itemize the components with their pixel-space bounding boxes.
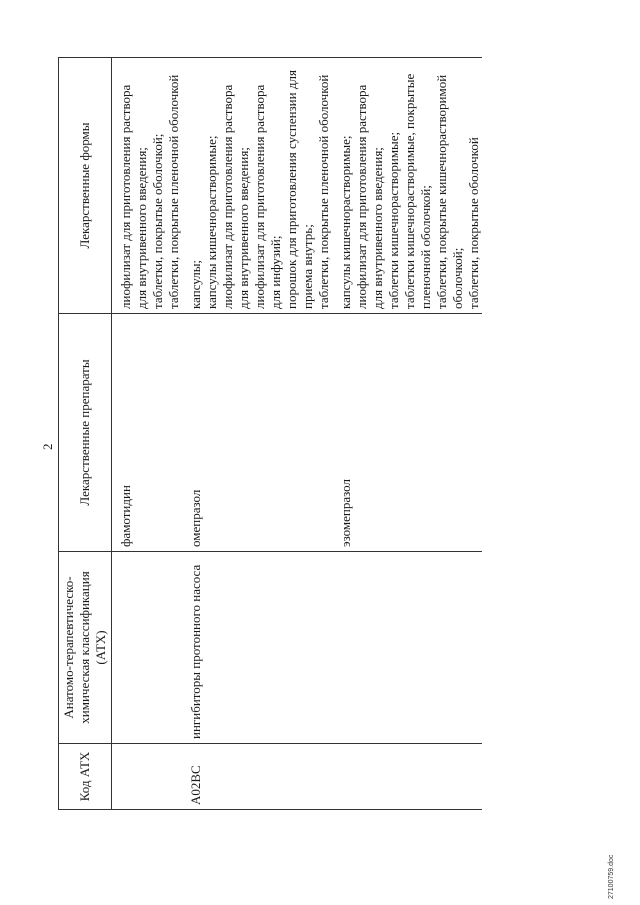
forms-line: лиофилизат для приготовления раствора bbox=[354, 84, 369, 309]
page-number: 2 bbox=[40, 443, 55, 450]
atx-table bbox=[58, 57, 482, 810]
forms-line: лиофилизат для приготовления раствора bbox=[252, 84, 267, 309]
cell-drug: фамотидин bbox=[112, 314, 183, 552]
table-header-row bbox=[59, 58, 112, 810]
forms-line: для внутривенного введения; bbox=[370, 147, 385, 309]
cell-drug: эзомепразол bbox=[332, 314, 482, 552]
forms-line: пленочной оболочкой; bbox=[418, 185, 433, 309]
cell-forms bbox=[182, 58, 332, 314]
forms-line: таблетки, покрытые кишечнорастворимой bbox=[434, 74, 449, 309]
cell-code: A02BC bbox=[182, 744, 332, 810]
header-classification: Анатомо-терапевтическо-химическая классификация (АТХ) bbox=[59, 552, 112, 744]
table-row bbox=[332, 58, 482, 810]
forms-line: капсулы; bbox=[188, 259, 203, 309]
header-forms: Лекарственные формы bbox=[59, 58, 112, 314]
header-drugs: Лекарственные препараты bbox=[59, 314, 112, 552]
cell-classification bbox=[112, 552, 183, 744]
forms-line: приема внутрь; bbox=[300, 224, 315, 309]
forms-line: лиофилизат для приготовления раствора bbox=[118, 84, 133, 309]
forms-line: для внутривенного введения; bbox=[236, 147, 251, 309]
cell-forms bbox=[112, 58, 183, 314]
header-code: Код АТХ bbox=[59, 744, 112, 810]
forms-line: для внутривенного введения; bbox=[134, 147, 149, 309]
forms-line: таблетки кишечнорастворимые, покрытые bbox=[402, 73, 417, 309]
cell-code bbox=[112, 744, 183, 810]
forms-line: таблетки, покрытые оболочкой bbox=[466, 137, 481, 309]
forms-line: капсулы кишечнорастворимые; bbox=[338, 135, 353, 309]
cell-classification: ингибиторы протонного насоса bbox=[182, 552, 332, 744]
cell-forms bbox=[332, 58, 482, 314]
forms-line: таблетки, покрытые пленочной оболочкой bbox=[316, 74, 331, 309]
table-row bbox=[112, 58, 183, 810]
forms-line: капсулы кишечнорастворимые; bbox=[204, 135, 219, 309]
forms-line: таблетки, покрытые пленочной оболочкой bbox=[166, 74, 181, 309]
forms-line: лиофилизат для приготовления раствора bbox=[220, 84, 235, 309]
forms-line: таблетки, покрытые оболочкой; bbox=[150, 133, 165, 309]
forms-line: порошок для приготовления суспензии для bbox=[284, 70, 299, 309]
forms-line: для инфузий; bbox=[268, 235, 283, 309]
forms-line: оболочкой; bbox=[450, 247, 465, 309]
cell-code bbox=[332, 744, 482, 810]
table-row bbox=[182, 58, 332, 810]
cell-drug: омепразол bbox=[182, 314, 332, 552]
footer-filename: 27100759.doc bbox=[608, 854, 615, 899]
cell-classification bbox=[332, 552, 482, 744]
forms-line: таблетки кишечнорастворимые; bbox=[386, 131, 401, 309]
